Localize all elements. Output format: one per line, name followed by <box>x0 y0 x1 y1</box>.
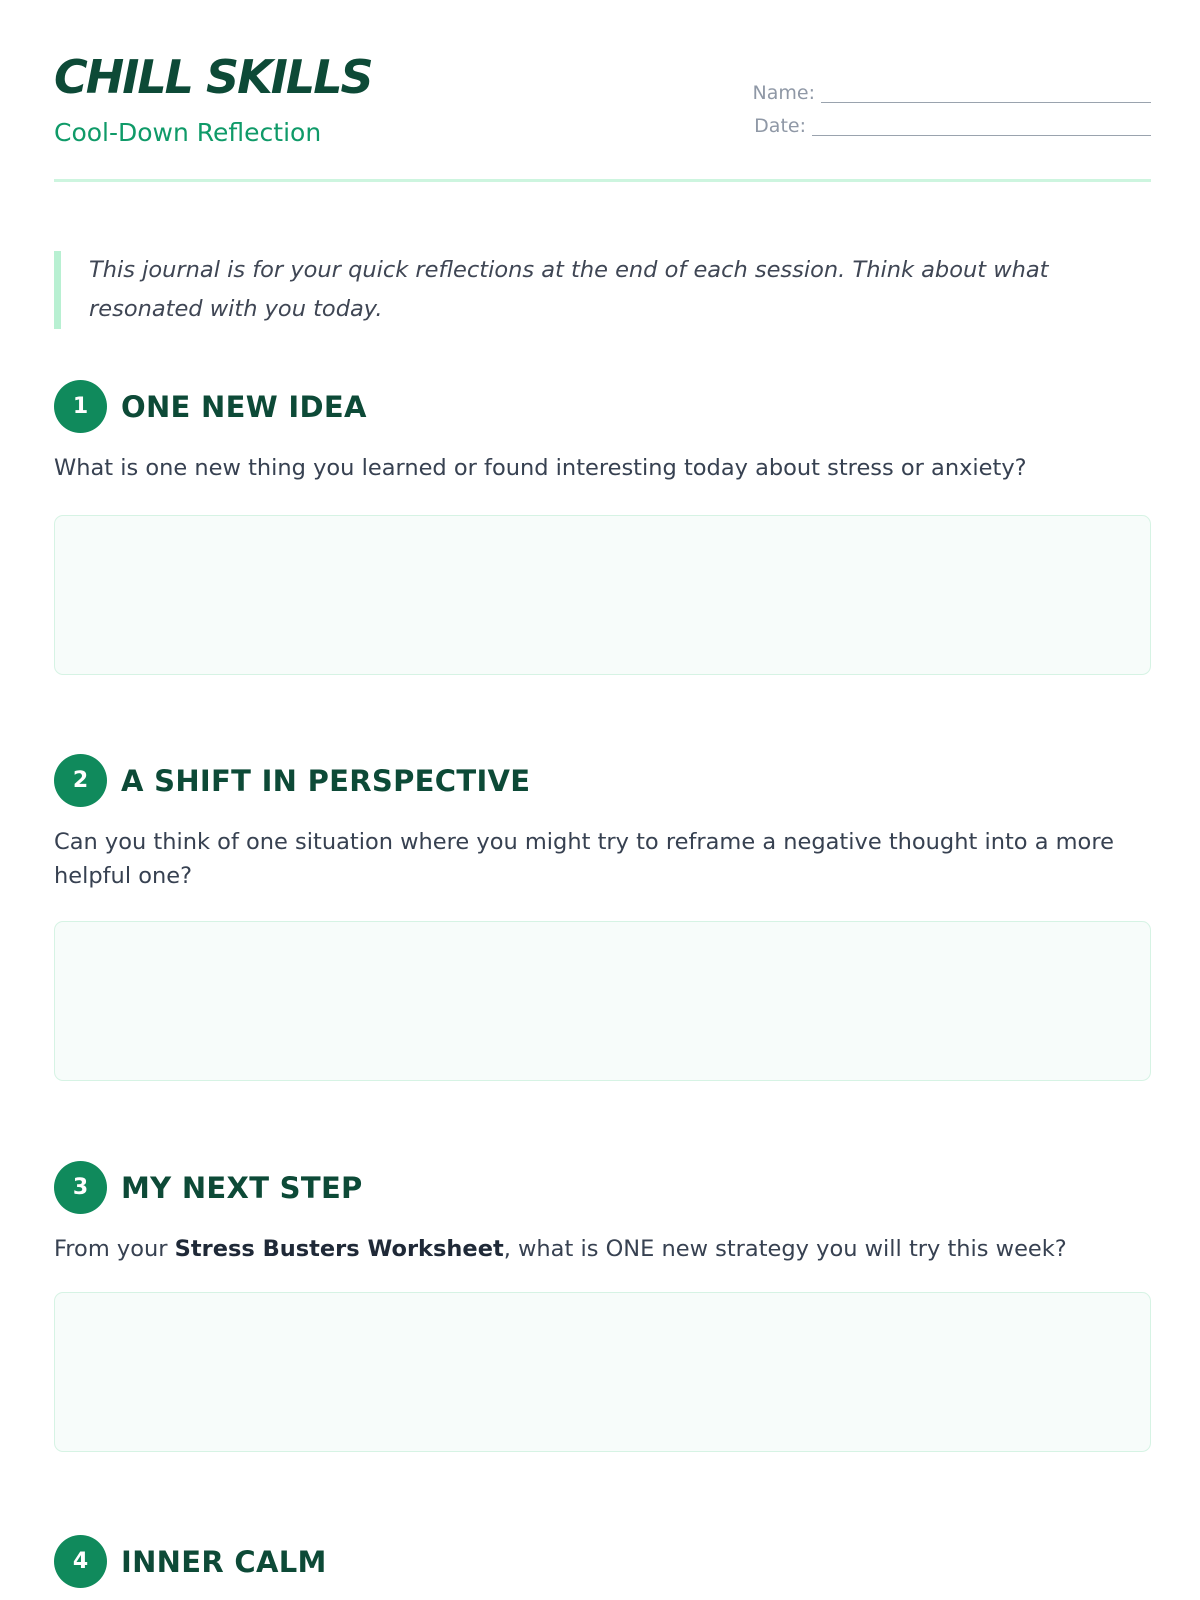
section-title: MY NEXT STEP <box>121 1170 363 1205</box>
prompt-text-end: , what is ONE new strategy you will try this week? <box>503 1236 1067 1262</box>
section-title: ONE NEW IDEA <box>121 389 367 424</box>
section-title: A SHIFT IN PERSPECTIVE <box>121 763 531 798</box>
section-shift-in-perspective <box>54 754 1151 1081</box>
name-line[interactable] <box>821 101 1151 103</box>
section-title: INNER CALM <box>121 1544 327 1579</box>
section-prompt: Can you think of one situation where you might try to reframe a negative thought into a more helpful one? <box>54 829 1114 889</box>
section-number-badge: 3 <box>54 1161 107 1214</box>
name-field <box>731 72 1151 105</box>
section-one-new-idea <box>54 380 1151 675</box>
section-header <box>54 754 1151 807</box>
date-line[interactable] <box>812 134 1151 136</box>
section-inner-calm <box>54 1535 1151 1588</box>
section-header <box>54 380 1151 433</box>
student-fields <box>731 72 1151 138</box>
name-label: Name: <box>752 82 815 104</box>
section-prompt: What is one new thing you learned or found interesting today about stress or anxiety? <box>54 455 1027 481</box>
intro-note: This journal is for your quick reflections at the end of each session. Think about what resonated with you today. <box>54 251 1151 329</box>
date-field <box>731 105 1151 138</box>
section-number-badge: 4 <box>54 1535 107 1588</box>
answer-box-one[interactable] <box>54 515 1151 675</box>
worksheet-page <box>54 0 1151 1579</box>
section-number-badge: 1 <box>54 380 107 433</box>
prompt-text-start: From your <box>54 1236 175 1262</box>
worksheet-header <box>54 0 1151 182</box>
section-number-badge: 2 <box>54 754 107 807</box>
answer-box-two[interactable] <box>54 921 1151 1081</box>
worksheet-reference: Stress Busters Worksheet <box>174 1236 504 1262</box>
section-header <box>54 1535 1151 1588</box>
worksheet-title: CHILL SKILLS <box>54 50 372 104</box>
section-prompt <box>54 1232 1151 1266</box>
worksheet-subtitle: Cool-Down Reflection <box>54 118 322 147</box>
date-label: Date: <box>754 115 806 137</box>
section-my-next-step <box>54 1161 1151 1452</box>
section-header <box>54 1161 1151 1214</box>
answer-box-three[interactable] <box>54 1292 1151 1452</box>
